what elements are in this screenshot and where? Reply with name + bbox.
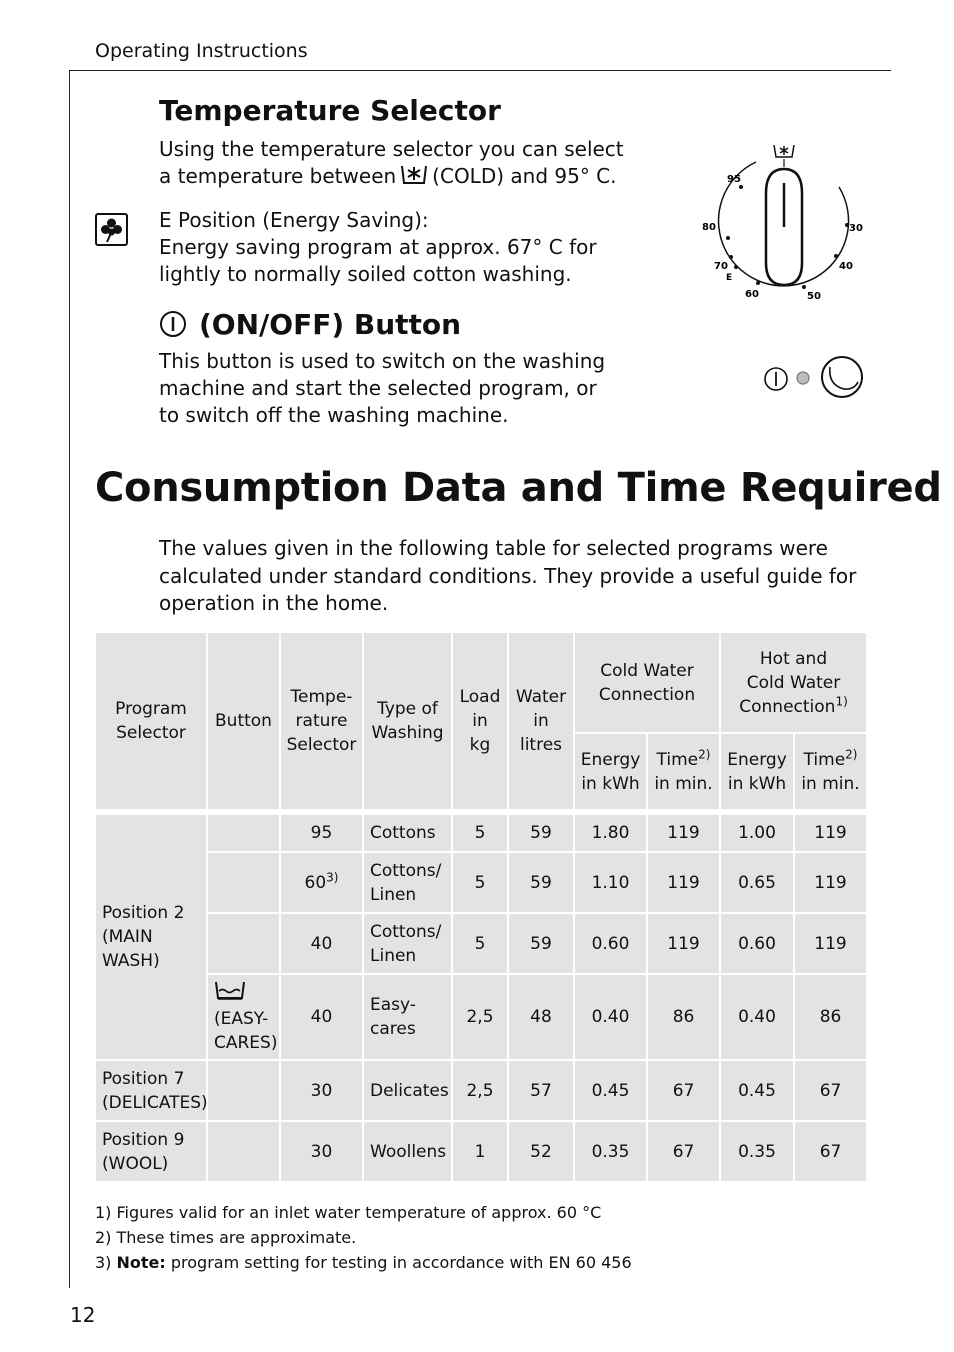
temp-cell: 40	[281, 914, 362, 973]
dial-label-80: 80	[702, 222, 716, 233]
onoff-line-2: machine and start the selected program, or	[159, 376, 597, 400]
table-row	[96, 975, 866, 1059]
table-row	[96, 853, 866, 912]
hot-time-cell: 86	[795, 975, 866, 1059]
cold-time-cell: 119	[648, 853, 719, 912]
footnote-1: 1) Figures valid for an inlet water temperature of approx. 60 °C	[95, 1203, 602, 1222]
hot-energy-cell: 0.35	[721, 1122, 793, 1181]
indicator-lamp	[797, 372, 809, 384]
cold-energy-cell: 1.80	[575, 815, 646, 851]
dial-label-70: 70	[714, 261, 728, 272]
temp-cell: 30	[281, 1061, 362, 1120]
col-header-water: Water in litres	[509, 633, 573, 809]
header-rule	[70, 70, 891, 71]
left-margin-rule	[69, 70, 70, 1288]
col-header-cold-time: Time$^{2)}$ in min.	[648, 734, 719, 809]
running-header: Operating Instructions	[95, 40, 308, 62]
onoff-heading: (ON/OFF) Button	[159, 308, 461, 342]
power-symbol-icon	[159, 310, 187, 338]
dial-label-95: 95	[727, 174, 741, 185]
type-cell: Easy- cares	[364, 975, 451, 1059]
dial-label-60: 60	[745, 289, 759, 300]
col-header-load: Load in kg	[453, 633, 507, 809]
button-cell	[208, 815, 279, 851]
table-row	[96, 1122, 866, 1181]
e-position-line-1: Energy saving program at approx. 67° C for	[159, 235, 597, 259]
table-row	[96, 1061, 866, 1120]
cold-time-cell: 67	[648, 1061, 719, 1120]
water-cell: 59	[509, 853, 573, 912]
temperature-selector-heading: Temperature Selector	[159, 94, 501, 127]
temp-cell: 95	[281, 815, 362, 851]
easy-care-icon	[214, 985, 246, 1005]
temperature-selector-line-1: Using the temperature selector you can select	[159, 137, 624, 161]
hot-time-cell: 67	[795, 1061, 866, 1120]
load-cell: 2,5	[453, 975, 507, 1059]
cold-wash-icon	[400, 163, 428, 187]
hot-energy-cell: 1.00	[721, 815, 793, 851]
onoff-line-1: This button is used to switch on the washing	[159, 349, 606, 373]
energy-saving-icon	[95, 213, 128, 246]
cold-time-cell: 119	[648, 815, 719, 851]
dial-label-e: E	[726, 273, 733, 283]
table-row	[96, 815, 866, 851]
col-header-temperature: Tempe- rature Selector	[281, 633, 362, 809]
dial-cold-icon	[774, 145, 794, 167]
e-position-title: E Position (Energy Saving):	[159, 208, 429, 232]
col-header-cold-water: Cold Water Connection	[575, 633, 719, 732]
consumption-intro-line-2: calculated under standard conditions. They provide a useful guide for	[159, 563, 857, 588]
button-cell	[208, 914, 279, 973]
footnote-2: 2) These times are approximate.	[95, 1228, 357, 1247]
load-cell: 5	[453, 815, 507, 851]
consumption-table	[94, 631, 868, 1183]
hot-energy-cell: 0.60	[721, 914, 793, 973]
onoff-button-graphic	[760, 352, 870, 400]
col-header-program-selector: Program Selector	[96, 633, 206, 809]
col-header-hot-cold-water: Hot and Cold Water Connection$^{1)}$	[721, 633, 866, 732]
footnotes	[95, 1200, 632, 1275]
cold-energy-cell: 1.10	[575, 853, 646, 912]
temperature-selector-line-2: a temperature between (COLD) and 95° C.	[159, 164, 617, 188]
hot-time-cell: 67	[795, 1122, 866, 1181]
water-cell: 57	[509, 1061, 573, 1120]
button-cell	[208, 1122, 279, 1181]
type-cell: Delicates	[364, 1061, 451, 1120]
water-cell: 59	[509, 914, 573, 973]
type-cell: Cottons/ Linen	[364, 853, 451, 912]
type-cell: Cottons	[364, 815, 451, 851]
footnote-3: 3) Note: program setting for testing in accordance with EN 60 456	[95, 1253, 632, 1272]
temp-cell: 40	[281, 975, 362, 1059]
water-cell: 59	[509, 815, 573, 851]
dial-label-50: 50	[807, 291, 821, 302]
hot-time-cell: 119	[795, 815, 866, 851]
e-position-text	[159, 207, 597, 288]
onoff-knob-icon	[822, 357, 862, 397]
consumption-heading: Consumption Data and Time Required	[95, 465, 942, 511]
dial-label-30: 30	[849, 223, 863, 234]
onoff-text	[159, 348, 605, 429]
hot-time-cell: 119	[795, 914, 866, 973]
consumption-intro-line-1: The values given in the following table for selected programs were	[159, 536, 828, 560]
cold-time-cell: 119	[648, 914, 719, 973]
button-cell	[208, 1061, 279, 1120]
load-cell: 5	[453, 853, 507, 912]
hot-time-cell: 119	[795, 853, 866, 912]
water-cell: 52	[509, 1122, 573, 1181]
table-row	[96, 914, 866, 973]
load-cell: 2,5	[453, 1061, 507, 1120]
col-header-type: Type of Washing	[364, 633, 451, 809]
e-position-line-2: lightly to normally soiled cotton washing.	[159, 262, 572, 286]
table-separator	[96, 811, 866, 813]
consumption-intro-line-3: operation in the home.	[159, 591, 389, 615]
cold-energy-cell: 0.60	[575, 914, 646, 973]
load-cell: 5	[453, 914, 507, 973]
cold-energy-cell: 0.40	[575, 975, 646, 1059]
dial-label-40: 40	[839, 261, 853, 272]
power-symbol-small-icon	[765, 368, 787, 390]
temperature-selector-text	[159, 136, 624, 190]
cold-energy-cell: 0.45	[575, 1061, 646, 1120]
water-cell: 48	[509, 975, 573, 1059]
program-position-9: Position 9 (WOOL)	[96, 1122, 206, 1181]
hot-energy-cell: 0.65	[721, 853, 793, 912]
col-header-hot-energy: Energy in kWh	[721, 734, 793, 809]
program-position-2: Position 2 (MAIN WASH)	[96, 815, 206, 1059]
type-cell: Woollens	[364, 1122, 451, 1181]
onoff-line-3: to switch off the washing machine.	[159, 403, 509, 427]
program-position-7: Position 7 (DELICATES)	[96, 1061, 206, 1120]
load-cell: 1	[453, 1122, 507, 1181]
cold-energy-cell: 0.35	[575, 1122, 646, 1181]
table-header-row	[96, 633, 866, 732]
cold-time-cell: 67	[648, 1122, 719, 1181]
temp-cell: 60$^{3)}$	[281, 853, 362, 912]
hot-energy-cell: 0.40	[721, 975, 793, 1059]
temp-cell: 30	[281, 1122, 362, 1181]
button-cell	[208, 853, 279, 912]
type-cell: Cottons/ Linen	[364, 914, 451, 973]
col-header-button: Button	[208, 633, 279, 809]
col-header-cold-energy: Energy in kWh	[575, 734, 646, 809]
consumption-intro	[159, 535, 859, 618]
hot-energy-cell: 0.45	[721, 1061, 793, 1120]
easy-cares-button-cell: (EASY- CARES)	[208, 975, 279, 1059]
temperature-dial	[696, 135, 876, 310]
col-header-hot-time: Time$^{2)}$ in min.	[795, 734, 866, 809]
page-number: 12	[70, 1303, 96, 1327]
cold-time-cell: 86	[648, 975, 719, 1059]
